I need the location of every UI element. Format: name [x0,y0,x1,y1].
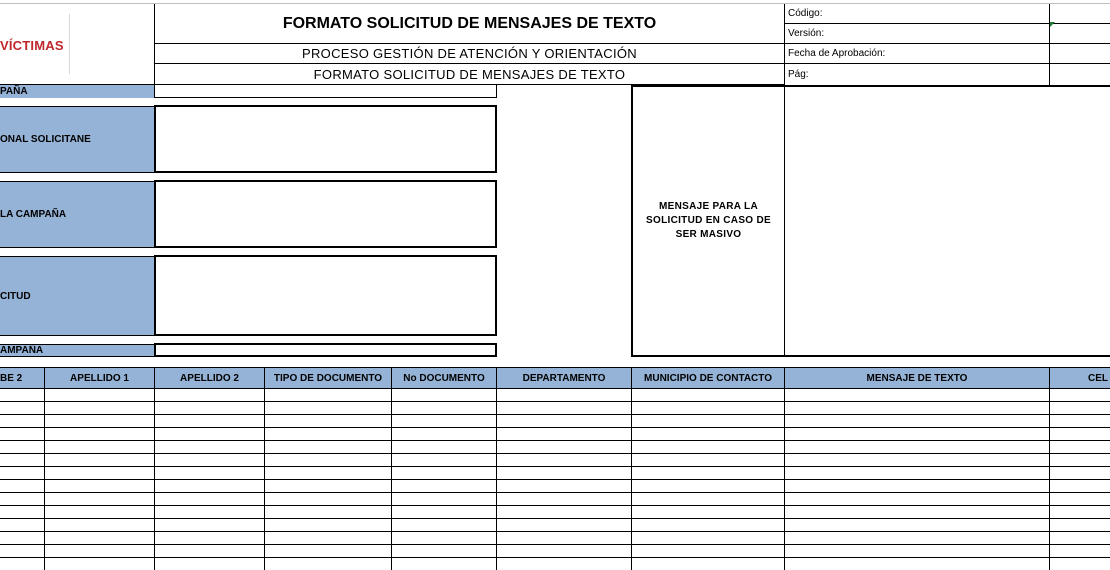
cell-marker-icon [1050,22,1055,27]
table-row[interactable] [0,480,1110,493]
header-no-documento: No DOCUMENTO [403,372,485,384]
massive-message-label-box [631,85,785,357]
table-row[interactable] [0,454,1110,467]
header-apellido-2: APELLIDO 2 [180,372,239,384]
campaign-name-field[interactable] [154,84,497,98]
table-row[interactable] [0,545,1110,558]
table-row[interactable] [0,415,1110,428]
header-departamento: DEPARTAMENTO [522,372,606,384]
table-row[interactable] [0,493,1110,506]
table-row[interactable] [0,467,1110,480]
approval-date-label: Fecha de Aprobación: [788,48,886,59]
table-row[interactable] [0,389,1110,402]
campaign-date-label: AMPAÑA [0,344,155,357]
header-tipo-documento: TIPO DE DOCUMENTO [273,372,383,384]
campaign-date-field[interactable] [154,343,497,357]
request-field[interactable] [154,255,497,336]
table-row[interactable] [0,532,1110,545]
process-title: PROCESO GESTIÓN DE ATENCIÓN Y ORIENTACIÓN [302,46,637,61]
logo-text: VÍCTIMAS [0,38,64,53]
massive-message-field[interactable] [784,85,1110,357]
code-label: Código: [788,8,823,19]
table-row[interactable] [0,441,1110,454]
header-municipio: MUNICIPIO DE CONTACTO [644,372,772,384]
header-mensaje: MENSAJE DE TEXTO [866,372,968,384]
campaign-name-label: PAÑA [0,85,154,98]
requester-field[interactable] [154,105,497,173]
header-nombre-2: BE 2 [0,372,23,384]
campaign-label: LA CAMPAÑA [0,181,155,248]
table-row[interactable] [0,402,1110,415]
header-apellido-1: APELLIDO 1 [70,372,129,384]
page-title: FORMATO SOLICITUD DE MENSAJES DE TEXTO [282,14,657,32]
request-label: CITUD [0,256,155,336]
data-table [0,367,1110,570]
table-row[interactable] [0,558,1110,570]
massive-message-label: MENSAJE PARA LA SOLICITUD EN CASO DE SER MASIVO [646,201,771,240]
table-row[interactable] [0,428,1110,441]
subtitle: FORMATO SOLICITUD DE MENSAJES DE TEXTO [313,67,626,82]
header-right-border [1049,4,1050,85]
table-row[interactable] [0,519,1110,532]
header-celular: CEL [1088,372,1108,384]
page-label: Pág: [788,68,809,80]
version-label: Versión: [788,28,825,39]
campaign-field[interactable] [154,180,497,248]
table-row[interactable] [0,506,1110,519]
requester-label: ONAL SOLICITANE [0,106,155,173]
logo [0,14,70,74]
